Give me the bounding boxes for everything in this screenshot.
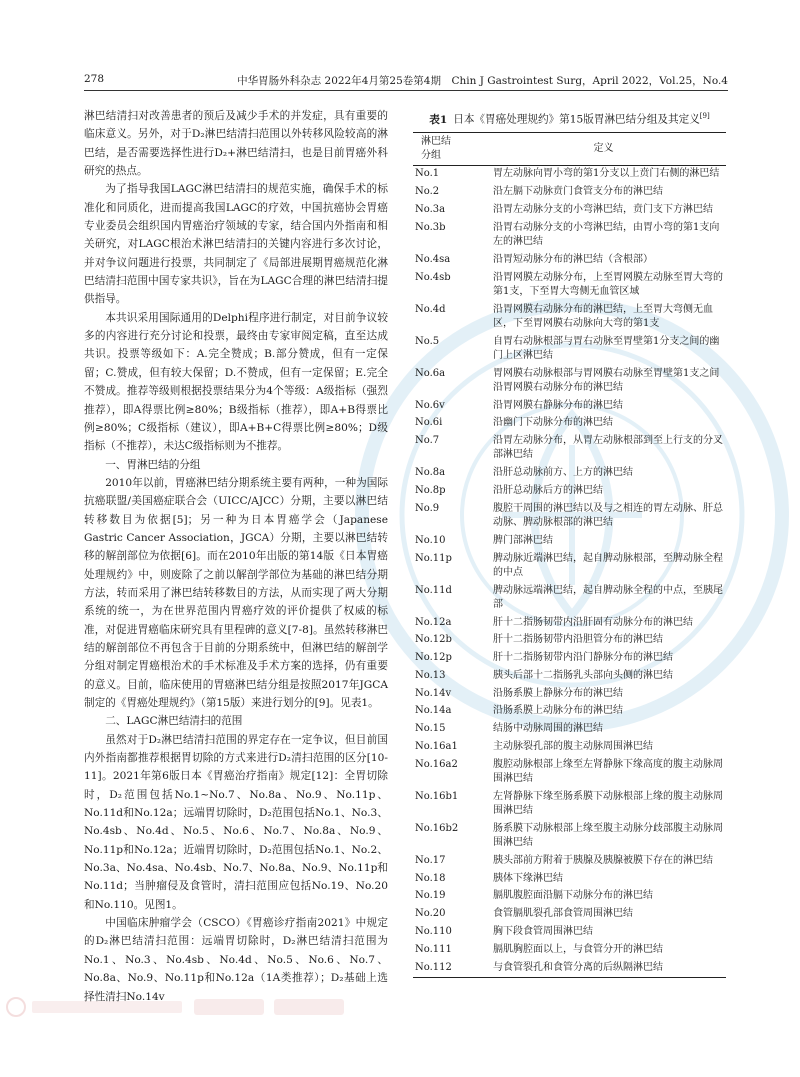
lymph-node-definition-cell: 左肾静脉下缘至肠系膜下动脉根部上缘的腹主动脉周围淋巴结	[493, 790, 723, 817]
table-row	[413, 667, 726, 685]
paragraph-staging-systems: 2010年以前，胃癌淋巴结分期系统主要有两种，一种为国际抗癌联盟/美国癌症联合会（UICC/AJCC）分期，主要以淋巴结转移数目为依据[5]；另一种为日本胃癌学会（Japanese Gastric Cancer Association，JGCA）分期，主要以淋巴结转移的解剖部位为依据[6]。而在2010年出版的第14版《日本胃癌处理规约》中，则废除了之前以解剖学部位为基础的淋巴结分期方法，转而采用了淋巴结转移数目的方法，从而实现了两大分期系统的统一，为在世界范围内胃癌疗效的评价提供了权威的标准，对促进胃癌临床研究具有里程碑的意义[7-8]。虽然转移淋巴结的解剖部位不再包含于目前的分期系统中，但淋巴结的解剖学分组对制定胃癌根治术的手术标准及手术方案的选择，仍有重要的意义。目前，临床使用的胃癌淋巴结分组是按照2017年JGCA制定的《胃癌处理规约》（第15版）来进行划分的[9]。见表1。	[84, 476, 388, 709]
lymph-node-definition-cell: 沿幽门下动脉分布的淋巴结	[493, 417, 613, 429]
lymph-node-definition-cell: 肝十二指肠韧带内沿胆管分布的淋巴结	[493, 634, 663, 646]
table-row	[413, 365, 726, 397]
lymph-node-group-cell: No.15	[415, 723, 446, 735]
table-row	[413, 756, 726, 788]
lymph-node-definition-cell: 肝十二指肠韧带内沿肝固有动脉分布的淋巴结	[493, 616, 693, 628]
lymph-node-definition-cell: 与食管裂孔和食管分离的后纵隔淋巴结	[481, 959, 726, 977]
lymph-node-group-cell: No.10	[415, 534, 446, 546]
lymph-node-group-cell: No.6i	[415, 417, 443, 429]
table-row	[413, 582, 726, 614]
paragraph-delphi-method: 本共识采用国际通用的Delphi程序进行制定，对目前争议较多的内容进行充分讨论和投票，最终由专家审阅定稿，直至达成共识。投票等级如下：A.完全赞成；B.部分赞成，但有一定保留；C.赞成，但有较大保留；D.不赞成，但有一定保留；E.完全不赞成。推荐等级则根据投票结果分为4个等级：A级指标（强烈推荐），即A得票比例≥80%；B级指标（推荐），即A+B得票比例≥80%；C级指标（建议），即A+B+C得票比例≥80%；D级指标（不推荐），未达C级指标则为不推荐。	[84, 311, 388, 453]
table-row	[413, 649, 726, 667]
table-row	[413, 464, 726, 482]
lymph-node-definition-cell: 沿肝总动脉前方、上方的淋巴结	[493, 467, 633, 479]
lymph-node-group-cell: No.12a	[415, 616, 452, 628]
lymph-node-group-cell: No.16b2	[415, 822, 459, 834]
lymph-node-group-cell: No.112	[413, 959, 481, 977]
table-row	[413, 219, 726, 251]
lymph-node-definition-cell: 沿胃短动脉分布的淋巴结（含根部）	[493, 253, 653, 265]
lymph-node-definition-cell: 膈肌胸腔面以上，与食管分开的淋巴结	[493, 943, 663, 955]
table-row	[413, 941, 726, 959]
paragraph-d2-scope-japan: 虽然对于D₂淋巴结清扫范围的界定存在一定争议，但目前国内外指南都推荐根据胃切除的方式来进行D₂清扫范围的区分[10-11]。2021年第6版日本《胃癌治疗指南》规定[12]：全胃切除时，D₂范围包括No.1~No.7、No.8a、No.9、No.11p、No.11d和No.12a；远端胃切除时，D₂范围包括No.1、No.3、No.4sb、No.4d、No.5、No.6、No.7、No.8a、No.9、No.11p和No.12a；近端胃切除时，D₂范围包括No.1、No.2、No.3a、No.4sa、No.4sb、No.7、No.8a、No.9、No.11p和No.11d；当肿瘤侵及食管时，清扫范围应包括No.19、No.20和No.110。见图1。	[84, 733, 388, 911]
table-row	[413, 959, 726, 977]
lymph-node-group-cell: No.18	[415, 872, 446, 884]
lymph-node-group-cell: No.7	[415, 435, 440, 447]
lymph-node-definition-cell: 结肠中动脉周围的淋巴结	[493, 723, 603, 735]
lymph-node-group-cell: No.8p	[415, 484, 446, 496]
table-row	[413, 532, 726, 550]
table-row	[413, 333, 726, 365]
lymph-node-definition-cell: 胰头后部十二指肠乳头部向头侧的淋巴结	[493, 669, 673, 681]
table-row	[413, 703, 726, 721]
section-heading-lymph-node-grouping: 一、胃淋巴结的分组	[105, 458, 201, 471]
lymph-node-definition-cell: 沿左膈下动脉贲门食管支分布的淋巴结	[493, 186, 663, 198]
lymph-node-definition-cell: 胃网膜右动脉根部与胃网膜右动脉至胃壁第1支之间沿胃网膜右动脉分布的淋巴结	[493, 367, 720, 393]
table-row	[413, 183, 726, 201]
lymph-node-group-cell: No.6v	[415, 399, 445, 411]
table-row	[413, 685, 726, 703]
table-row	[413, 415, 726, 433]
lymph-node-group-cell: No.2	[415, 186, 440, 198]
section-heading-dissection-scope: 二、LAGC淋巴结清扫的范围	[105, 715, 243, 728]
table-row	[413, 251, 726, 269]
table-title-reference: [9]	[699, 112, 710, 120]
header-rule	[84, 90, 728, 91]
lymph-node-group-cell: No.14v	[415, 687, 452, 699]
lymph-node-definition-cell: 沿胃右动脉分支的小弯淋巴结，由胃小弯的第1支向左的淋巴结	[493, 221, 720, 247]
lymph-node-group-cell: No.20	[415, 908, 446, 920]
table-row	[413, 720, 726, 738]
lymph-node-group-cell: No.11d	[415, 584, 452, 596]
lymph-node-definition-cell: 脾动脉远端淋巴结，起自脾动脉全程的中点，至胰尾部	[493, 584, 723, 610]
table-row	[413, 269, 726, 301]
lymph-node-definition-cell: 沿肠系膜上动脉分布的淋巴结	[493, 705, 623, 717]
lymph-node-group-cell: No.9	[415, 502, 440, 514]
table-label: 表1	[429, 113, 448, 126]
table-row	[413, 301, 726, 333]
left-column-text	[84, 107, 388, 1006]
lymph-node-group-cell: No.14a	[415, 705, 452, 717]
lymph-node-definition-cell: 腹腔干周围的淋巴结以及与之相连的胃左动脉、肝总动脉、脾动脉根部的淋巴结	[493, 502, 723, 528]
lymph-node-group-cell: No.12p	[415, 652, 452, 664]
table-row	[413, 870, 726, 888]
lymph-node-definition-cell: 膈肌腹腔面沿膈下动脉分布的淋巴结	[493, 890, 653, 902]
lymph-node-definition-cell: 肝十二指肠韧带内沿门静脉分布的淋巴结	[493, 652, 673, 664]
table-row	[413, 820, 726, 852]
lymph-node-group-cell: No.11p	[415, 552, 452, 564]
lymph-node-definition-cell: 脾动脉近端淋巴结，起自脾动脉根部，至脾动脉全程的中点	[493, 552, 723, 578]
lymph-node-definition-cell: 自胃右动脉根部与胃右动脉至胃壁第1分支之间的幽门上区淋巴结	[493, 335, 720, 361]
table-row	[413, 788, 726, 820]
lymph-node-group-cell: No.6a	[415, 367, 446, 379]
lymph-node-definition-cell: 胰头部前方附着于胰腺及胰腺被膜下存在的淋巴结	[493, 854, 713, 866]
table-1-panel	[413, 107, 726, 978]
table-row	[413, 201, 726, 219]
lymph-node-definition-cell: 腹腔动脉根部上缘至左肾静脉下缘高度的腹主动脉周围淋巴结	[493, 758, 723, 785]
lymph-node-definition-cell: 主动脉裂孔部的腹主动脉周围淋巴结	[493, 741, 653, 753]
table-row	[413, 738, 726, 756]
paragraph-intro-continued: 淋巴结清扫对改善患者的预后及减少手术的并发症，具有重要的临床意义。另外，对于D₂淋巴结清扫范围以外转移风险较高的淋巴结，是否需要选择性进行D₂+淋巴结清扫，也是目前胃癌外科研究的热点。	[84, 110, 388, 178]
lymph-node-definition-cell: 沿胃网膜右静脉分布的淋巴结	[493, 399, 623, 411]
lymph-node-definition-cell: 食管膈肌裂孔部食管周围淋巴结	[493, 908, 633, 920]
lymph-node-group-cell: No.16b1	[415, 790, 459, 802]
journal-citation-line: 中华胃肠外科杂志 2022年4月第25卷第4期 Chin J Gastrointest Surg，April 2022，Vol.25，No.4	[237, 75, 728, 87]
lymph-node-definition-cell: 沿胃网膜右动脉分布的淋巴结，上至胃大弯侧无血区，下至胃网膜右动脉向大弯的第1支	[493, 303, 713, 329]
table-header-row	[413, 132, 726, 165]
lymph-node-definition-cell: 胃左动脉向胃小弯的第1分支以上贲门右侧的淋巴结	[493, 168, 720, 180]
table-row	[413, 614, 726, 632]
table-row	[413, 852, 726, 870]
lymph-node-definition-cell: 胸下段食管周围淋巴结	[493, 926, 593, 938]
paragraph-consensus-purpose: 为了指导我国LAGC淋巴结清扫的规范实施，确保手术的标准化和同质化，进而提高我国LAGC的疗效，中国抗癌协会胃癌专业委员会组织国内胃癌治疗领域的专家，结合国内外指南和相关研究，对LAGC根治术淋巴结清扫的关键内容进行多次讨论，并对争议问题进行投票，共同制定了《局部进展期胃癌规范化淋巴结清扫范围中国专家共识》，旨在为LAGC合理的淋巴结清扫提供指导。	[84, 183, 388, 306]
paragraph-d2-scope-csco: 中国临床肿瘤学会（CSCO）《胃癌诊疗指南2021》中规定的D₂淋巴结清扫范围：远端胃切除时，D₂淋巴结清扫范围为No.1、No.3、No.4sb、No.4d、No.5、No.6、No.7、No.8a、No.9、No.11p和No.12a（1A类推荐）；D₂基础上选择性清扫No.14v	[84, 917, 388, 1003]
lymph-node-group-cell: No.13	[415, 669, 446, 681]
lymph-node-group-cell: No.16a2	[415, 758, 458, 770]
lymph-node-group-cell: No.12b	[415, 634, 452, 646]
lymph-node-definition-cell: 沿胃网膜左动脉分布，上至胃网膜左动脉至胃大弯的第1支，下至胃大弯侧无血管区域	[493, 271, 723, 297]
table-title-text: 日本《胃癌处理规约》第15版胃淋巴结分组及其定义	[453, 113, 700, 126]
table-row	[413, 905, 726, 923]
running-header	[84, 73, 728, 89]
lymph-node-definition-cell: 沿胃左动脉分布，从胃左动脉根部到至上行支的分叉部淋巴结	[493, 435, 723, 461]
table-row	[413, 888, 726, 906]
lymph-node-group-cell: No.17	[415, 854, 446, 866]
lymph-node-definition-cell: 胰体下缘淋巴结	[493, 872, 563, 884]
lymph-node-group-cell: No.4sb	[415, 271, 451, 283]
lymph-node-group-cell: No.16a1	[415, 741, 458, 753]
column-header-definition: 定义	[481, 132, 726, 165]
page-number: 278	[84, 73, 105, 85]
table-title	[413, 107, 726, 129]
lymph-node-definition-cell: 沿胃左动脉分支的小弯淋巴结，贲门支下方淋巴结	[493, 203, 713, 215]
lymph-node-group-cell: No.4sa	[415, 253, 451, 265]
lymph-node-group-cell: No.5	[415, 335, 440, 347]
table-row	[413, 923, 726, 941]
lymph-node-group-cell: No.1	[415, 168, 440, 180]
lymph-node-group-cell: No.110	[415, 926, 452, 938]
lymph-node-group-cell: No.4d	[415, 303, 446, 315]
lymph-node-group-cell: No.3a	[415, 203, 446, 215]
column-header-group: 淋巴结 分组	[413, 132, 481, 165]
lymph-node-definitions-table	[413, 132, 726, 978]
table-row	[413, 397, 726, 415]
table-row	[413, 550, 726, 582]
table-row	[413, 432, 726, 464]
lymph-node-group-cell: No.111	[415, 943, 452, 955]
table-row	[413, 165, 726, 183]
lymph-node-definition-cell: 肠系膜下动脉根部上缘至腹主动脉分歧部腹主动脉周围淋巴结	[493, 822, 723, 849]
lymph-node-group-cell: No.19	[415, 890, 446, 902]
lymph-node-group-cell: No.3b	[415, 221, 446, 233]
table-row	[413, 482, 726, 500]
lymph-node-definition-cell: 沿肝总动脉后方的淋巴结	[493, 484, 603, 496]
lymph-node-definition-cell: 沿肠系膜上静脉分布的淋巴结	[493, 687, 623, 699]
table-row	[413, 632, 726, 650]
lymph-node-definition-cell: 脾门部淋巴结	[493, 534, 553, 546]
lymph-node-group-cell: No.8a	[415, 467, 446, 479]
table-row	[413, 500, 726, 532]
